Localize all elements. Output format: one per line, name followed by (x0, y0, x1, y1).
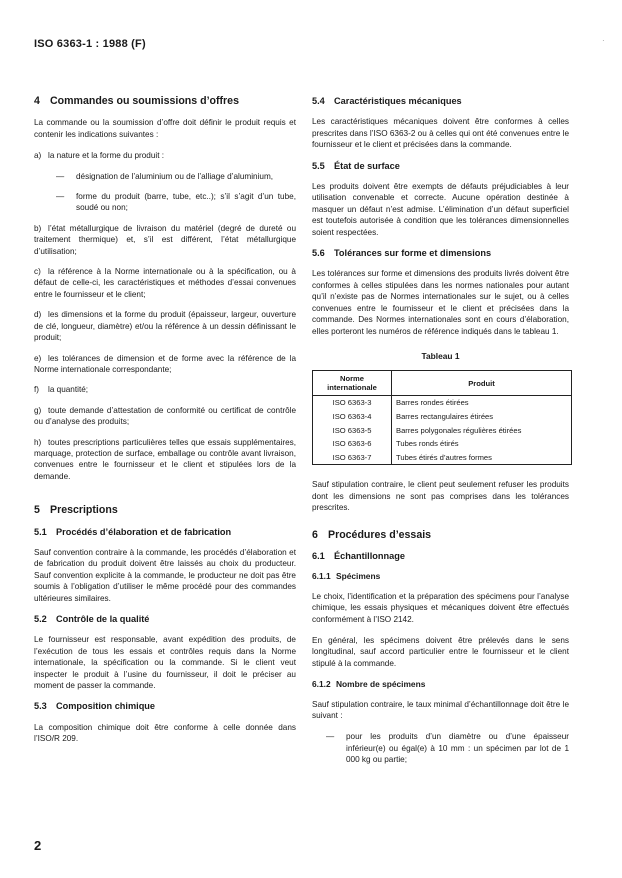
subsection-title: Procédés d’élaboration et de fabrication (56, 526, 232, 537)
section-title: Procédures d’essais (328, 528, 432, 541)
section-5-3-text: La composition chimique doit être conforme à celle donnée dans l’ISO/R 209. (34, 722, 296, 744)
section-6-1-heading (312, 551, 569, 562)
section-number: 4 (34, 95, 40, 107)
list-text: la référence à la Norme internationale ou à la spécification, ou à défaut de celle-ci, les caractéristiques et méthodes d’essai convenues entre le fournisseur et le client; (34, 267, 296, 299)
right-column (312, 96, 569, 775)
section-6-1-1-heading (312, 571, 569, 582)
list-label: b) (34, 223, 42, 233)
subsection-title: Tolérances sur forme et dimensions (334, 248, 492, 259)
section-4-intro: La commande ou la soumission d’offre doit définir le produit requis et contenir les indications suivantes : (34, 118, 296, 139)
table-row (313, 451, 572, 465)
section-number: 5 (34, 504, 40, 517)
table-cell: Barres polygonales régulières étirées (392, 424, 572, 438)
section-6-heading (312, 530, 569, 541)
subsection-number: 6.1 (312, 550, 325, 561)
table-cell: Tubes étirés d’autres formes (392, 451, 572, 465)
table-row (313, 396, 572, 410)
list-text: la quantité; (48, 385, 89, 395)
document-header: ISO 6363-1 : 1988 (F) (34, 38, 146, 50)
table-cell: ISO 6363-4 (313, 410, 392, 424)
table-cell: ISO 6363-6 (313, 437, 392, 451)
table-header-cell: Norme internationale (313, 371, 392, 396)
section-4-heading (34, 96, 296, 107)
list-text: les tolérances de dimension et de forme avec la référence de la Norme internationale correspondante; (34, 353, 296, 374)
list-label: h) (34, 437, 42, 447)
list-text: toute demande d’attestation de conformité ou certificat de contrôle ou d’analyse des produits; (34, 405, 296, 427)
list-item-b (34, 223, 296, 257)
table-header-row (313, 371, 572, 396)
list-item-f (34, 384, 296, 395)
section-5-3-heading (34, 701, 296, 712)
list-label: d) (34, 310, 42, 320)
section-6-1-1-text-1: Le choix, l’identification et la préparation des spécimens pour l’analyse chimique, les essais physiques et mécaniques doivent être effectués conformément à l’ISO 2142. (312, 591, 569, 624)
subsection-title: État de surface (334, 160, 400, 171)
section-5-2-heading (34, 614, 296, 625)
subsection-number: 6.1.2 (312, 679, 331, 690)
table-cell: Barres rectangulaires étirées (392, 410, 572, 424)
table-cell: Barres rondes étirées (392, 396, 572, 410)
table-cell: ISO 6363-3 (313, 396, 392, 410)
section-title: Commandes ou soumissions d’offres (50, 95, 239, 107)
section-number: 6 (312, 528, 318, 541)
list-label: g) (34, 405, 42, 415)
section-5-6-after-text: Sauf stipulation contraire, le client peut seulement refuser les produits dont les dimensions ne sont pas comprises dans les tolérances prescrites. (312, 480, 569, 513)
section-5-4-heading (312, 96, 569, 107)
section-5-5-heading (312, 161, 569, 172)
list-item-c (34, 266, 296, 300)
list-item-d (34, 309, 296, 343)
dash-item: — désignation de l’aluminium ou de l’alliage d’aluminium, (56, 171, 296, 182)
section-5-1-heading (34, 527, 296, 538)
table-header-cell: Produit (392, 371, 572, 396)
list-item-e (34, 353, 296, 376)
table-row (313, 410, 572, 424)
table-1 (312, 370, 572, 465)
section-title: Prescriptions (50, 504, 118, 517)
list-label: a) (34, 151, 42, 161)
list-text: toutes prescriptions particulières telles que essais supplémentaires, marquage, protection de surface, emballage ou contrôle avant livraison, convenues entre le fournisseur et le client et stipulées lors de la demande. (34, 437, 296, 481)
table-cell: Tubes ronds étirés (392, 437, 572, 451)
table-cell: ISO 6363-5 (313, 424, 392, 438)
list-item-g (34, 405, 296, 428)
table-row (313, 437, 572, 451)
subsection-number: 5.1 (34, 526, 47, 537)
dash-item: — forme du produit (barre, tube, etc..); s’il s’agit d’un tube, soudé ou non; (56, 192, 296, 213)
dash-text: pour les produits d’un diamètre ou d’une épaisseur inférieur(e) ou égal(e) à 10 mm : un spécimen par lot de 1 000 kg ou partie; (346, 732, 569, 765)
subsection-title: Spécimens (336, 571, 381, 582)
section-5-2-text: Le fournisseur est responsable, avant expédition des produits, de l’exécution de tous les essais et contrôles requis dans la Norme internationale, la spécification ou la commande. Si le client veut inspecter le produit à l’usine du fournisseur, il doit le préciser au moment de passer la commande. (34, 635, 296, 691)
section-6-1-2-heading (312, 679, 569, 690)
subsection-title: Caractéristiques mécaniques (334, 96, 462, 106)
section-6-1-1-text-2: En général, les spécimens doivent être prélevés dans le sens longitudinal, sauf accord particulier entre le fournisseur et le client stipulé à la commande. (312, 635, 569, 668)
section-5-6-heading (312, 248, 569, 259)
list-label: c) (34, 267, 41, 277)
section-5-heading (34, 505, 296, 516)
section-5-1-text: Sauf convention contraire à la commande, les procédés d’élaboration et de fabrication du produit doivent être laissés au choix du producteur. Sauf convention explicite à la commande, le producteur ne doit pas être soumis à l’obligation d’utiliser le même procédé pour des commandes ultérieures similaires. (34, 547, 296, 603)
section-5-5-text: Les produits doivent être exempts de défauts préjudiciables à leur utilisation convenable et correcte. Aucune opération destinée à masquer un défaut n’est admise. L’élimination d’un défaut superficiel est toutefois autorisée à condition que les tolérances dimensionnelles soient respectées. (312, 182, 569, 237)
corner-mark: · (602, 36, 605, 45)
subsection-number: 5.6 (312, 248, 325, 259)
table-row (313, 424, 572, 438)
subsection-number: 5.2 (34, 614, 47, 624)
subsection-number: 5.3 (34, 701, 47, 712)
list-text: la nature et la forme du produit : (48, 151, 165, 161)
subsection-number: 6.1.1 (312, 571, 331, 582)
list-text: les dimensions et la forme du produit (épaisseur, largeur, ouverture de clé, longueur, diamètre) et/ou la référence à un dessin définissant le produit; (34, 310, 296, 343)
page-number: 2 (34, 838, 42, 853)
subsection-title: Composition chimique (56, 701, 156, 712)
dash-text: forme du produit (barre, tube, etc..); s’il s’agit d’un tube, soudé ou non; (76, 192, 296, 213)
table-cell: ISO 6363-7 (313, 451, 392, 465)
dash-text: désignation de l’aluminium ou de l’alliage d’aluminium, (76, 171, 274, 181)
list-label: f) (34, 385, 40, 395)
section-5-4-text: Les caractéristiques mécaniques doivent être conformes à celles prescrites dans l’ISO 6363-2 ou à celles qui ont été convenues entre le fournisseur et le client et précisées dans la commande. (312, 117, 569, 150)
section-5-6-text: Les tolérances sur forme et dimensions des produits livrés doivent être conformes à celles stipulées dans les normes nationales pour autant qu’il n’existe pas de Normes internationales sur le sujet, ou à celles convenues entre le fournisseur et le client et précisées dans la commande. Des Normes internationales sont en cours d’élaboration, elles porteront les numéros de référence indiqués dans le tableau 1. (312, 269, 569, 336)
subsection-title: Nombre de spécimens (336, 679, 426, 690)
list-item-a (34, 150, 296, 161)
dash-item: — pour les produits d’un diamètre ou d’une épaisseur inférieur(e) ou égal(e) à 10 mm : un spécimen par lot de 1 000 kg ou partie; (326, 732, 569, 765)
subsection-number: 5.5 (312, 160, 325, 171)
section-6-1-2-text: Sauf stipulation contraire, le taux minimal d’échantillonnage doit être le suivant : (312, 699, 569, 720)
subsection-title: Contrôle de la qualité (56, 614, 150, 624)
list-item-h (34, 437, 296, 483)
table-caption: Tableau 1 (421, 350, 460, 361)
subsection-title: Échantillonnage (334, 550, 405, 561)
subsection-number: 5.4 (312, 96, 325, 106)
list-text: l’état métallurgique de livraison du matériel (degré de dureté ou traitement thermique) et, s’il est différent, l’état métallurgique d’utilisation; (34, 223, 296, 256)
left-column (34, 96, 296, 755)
list-label: e) (34, 353, 42, 363)
